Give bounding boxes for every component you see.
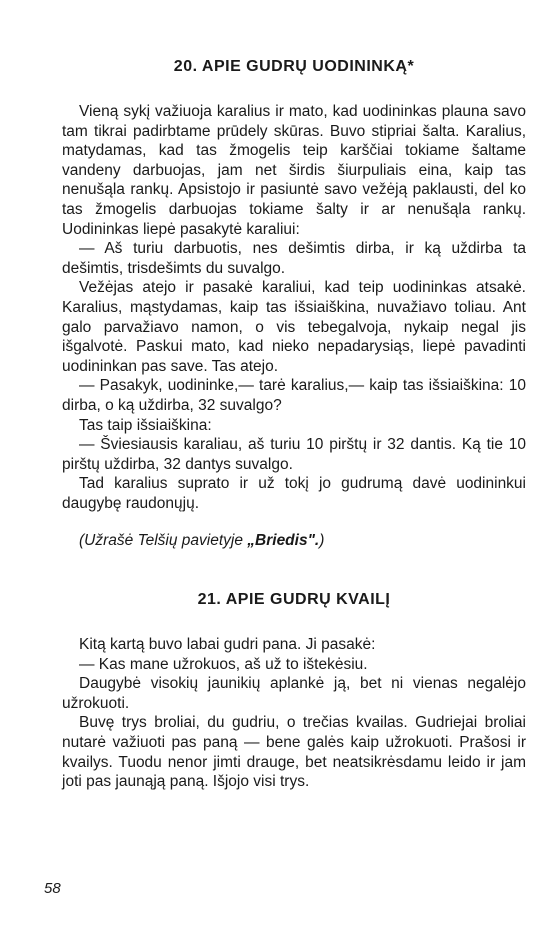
story-20-paragraph: Tad karalius suprato ir už tokį jo gudrumą davė uodininkui daugybę raudonųjų.: [62, 475, 526, 512]
recording-note: [62, 531, 526, 551]
recording-note-name: „Briedis".: [247, 532, 320, 550]
story-20-paragraph: — Pasakyk, uodininke,— tarė karalius,— kaip tas išsiaiškina: 10 dirba, o ką uždirba, 32 suvalgo?: [62, 377, 526, 414]
story-21-paragraph: Kitą kartą buvo labai gudri pana. Ji pasakė:: [79, 636, 376, 654]
page-body: [62, 58, 526, 792]
story-20-paragraph: Tas taip išsiaiškina:: [79, 416, 212, 434]
recording-note-prefix: (Užrašė Telšių pavietyje: [79, 532, 248, 550]
recording-note-suffix: ): [319, 532, 325, 550]
story-20-paragraph: — Aš turiu darbuotis, nes dešimtis dirba, ir ką uždirba ta dešimtis, trisdešimts du suvalgo.: [62, 240, 526, 277]
story-21-paragraph: Buvę trys broliai, du gudriu, o trečias kvailas. Gudriejai broliai nutarė važiuoti pas paną — bene galės kaip užrokuoti. Prašosi ir kvailys. Tuodu nenor jimti drauge, bet neatsikrėsdamu leido ir jam joti pas jaunąją paną. Išjojo visi trys.: [62, 714, 526, 791]
page-number: 58: [44, 880, 61, 897]
story-21-paragraph: — Kas mane užrokuos, aš už to ištekėsiu.: [79, 655, 368, 673]
story-21-heading: 21. APIE GUDRŲ KVAILĮ: [197, 591, 391, 609]
story-20-paragraph: Vieną sykį važiuoja karalius ir mato, kad uodininkas plauna savo tam tikrai padirbtame prūdely skūras. Buvo stipriai šalta. Karalius, matydamas, kad tas žmogelis teip karščiai tokiame šaltame vandeny darbuojas, jam net širdis šiurpuliais eina, kaip tas nenušąla rankų. Apsistojo ir pasiuntė savo vežėją paklausti, del ko tas žmogelis darbuojas tokiame šalty ir ar nenušąla rankų. Uodininkas liepė pasakytė karaliui:: [62, 103, 526, 238]
story-21-paragraph: Daugybė visokių jaunikių aplankė ją, bet ni vienas negalėjo užrokuoti.: [62, 675, 526, 712]
story-20-paragraph: Vežėjas atejo ir pasakė karaliui, kad teip uodininkas atsakė. Karalius, mąstydamas, kaip tas išsiaiškina, nuvažiavo toliau. Ant galo parvažiavo namon, o vis tebegalvoja, nykaip negal jis išgalvotė. Paskui mato, kad nieko nepadarysiąs, liepė pavadinti uodininkan pas save. Tas atejo.: [62, 279, 526, 375]
story-20-paragraph: — Šviesiausis karaliau, aš turiu 10 pirštų ir 32 dantis. Ką tie 10 pirštų uždirba, 32 dantys suvalgo.: [62, 436, 526, 473]
story-20-heading: 20. APIE GUDRŲ UODININKĄ*: [173, 58, 415, 75]
